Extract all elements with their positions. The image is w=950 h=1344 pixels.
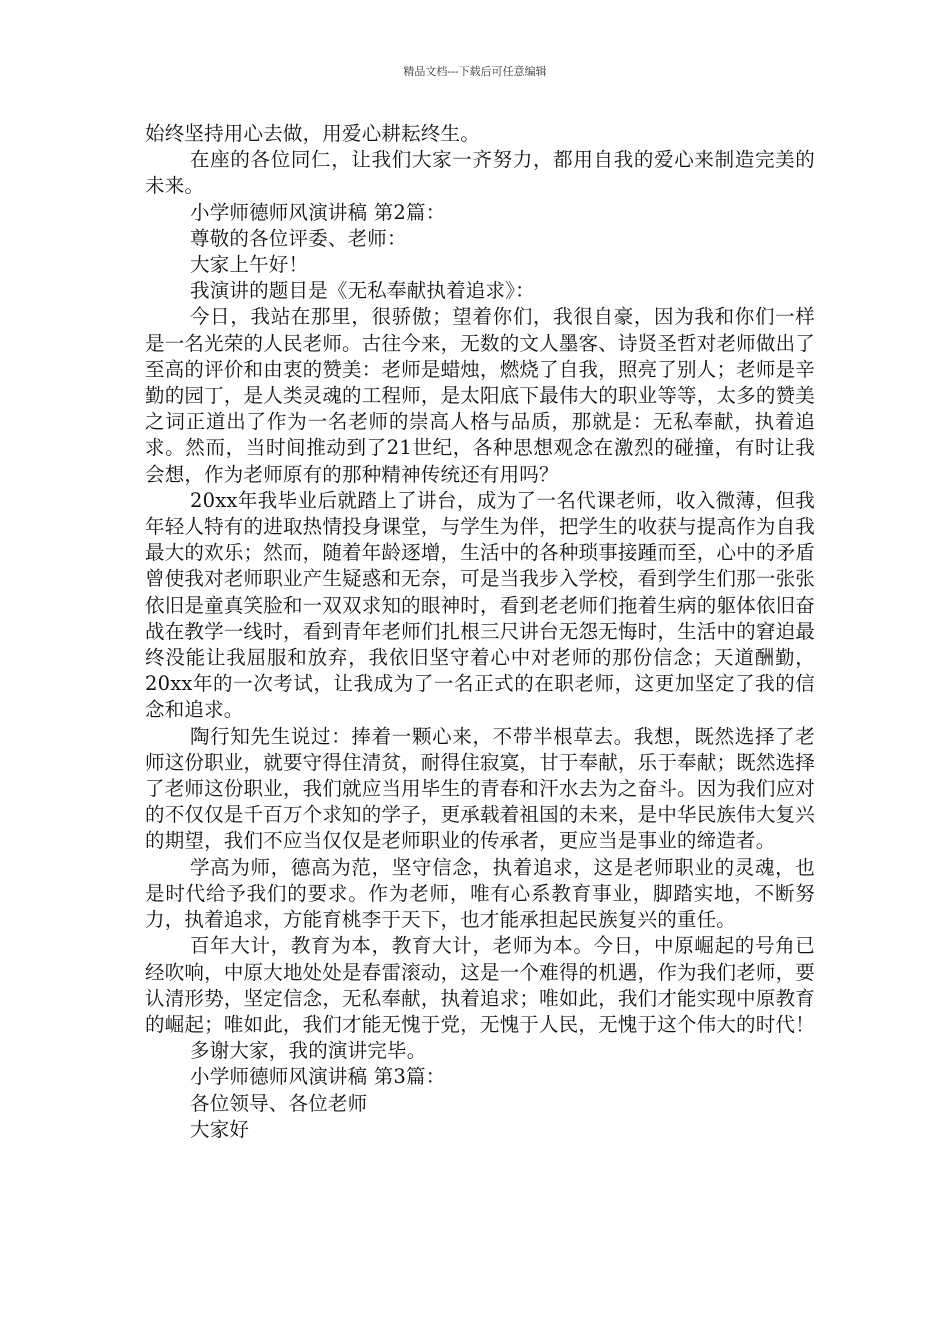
closing-line: 多谢大家，我的演讲完毕。 [190, 1039, 427, 1063]
paragraph: 陶行知先生说过：捧着一颗心来，不带半根草去。我想，既然选择了老师这份职业，就要守得住清贫，耐得住寂寞，甘于奉献，乐于奉献；既然选择了老师这份职业，我们就应当用毕生的青春和汗水去为之奋斗。因为我们应对的不仅仅是千百万个求知的学子，更承载着祖国的未来，是中华民族伟大复兴的期望，我们不应当仅仅是老师职业的传承者，更应当是事业的缔造者。 [145, 724, 815, 853]
salutation: 各位领导、各位老师 [190, 1091, 368, 1115]
section-heading: 小学师德师风演讲稿 第3篇： [190, 1065, 446, 1089]
paragraph: 20xx年我毕业后就踏上了讲台，成为了一名代课老师，收入微薄，但我年轻人特有的进取热情投身课堂，与学生为伴，把学生的收获与提高作为自我最大的欢乐；然而，随着年龄逐增，生活中的各种琐事接踵而至，心中的矛盾曾使我对老师职业产生疑惑和无奈，可是当我步入学校，看到学生们那一张张依旧是童真笑脸和一双双求知的眼神时，看到老老师们拖着生病的躯体依旧奋战在教学一线时，看到青年老师们扎根三尺讲台无怨无悔时，生活中的窘迫最终没能让我屈服和放弃，我依旧坚守着心中对老师的那份信念；天道酬勤，20xx年的一次考试，让我成为了一名正式的在职老师，这更加坚定了我的信念和追求。 [145, 488, 815, 722]
paragraph: 今日，我站在那里，很骄傲；望着你们，我很自豪，因为我和你们一样是一名光荣的人民老师。古往今来，无数的文人墨客、诗贤圣哲对老师做出了至高的评价和由衷的赞美：老师是蜡烛，燃烧了自我，照亮了别人；老师是辛勤的园丁，是人类灵魂的工程师，是太阳底下最伟大的职业等等，太多的赞美之词正道出了作为一名老师的崇高人格与品质，那就是：无私奉献，执着追求。然而，当时间推动到了21世纪，各种思想观念在激烈的碰撞，有时让我会想，作为老师原有的那种精神传统还有用吗？ [145, 305, 815, 486]
page-header: 精品文档---下载后可任意编辑 [403, 65, 547, 78]
paragraph: 百年大计，教育为本，教育大计，老师为本。今日，中原崛起的号角已经吹响，中原大地处处是春雷滚动，这是一个难得的机遇，作为我们老师，要认清形势，坚定信念，无私奉献，执着追求；唯如此，我们才能实现中原教育的崛起；唯如此，我们才能无愧于党，无愧于人民，无愧于这个伟大的时代！ [145, 934, 815, 1036]
section-heading: 小学师德师风演讲稿 第2篇： [190, 200, 446, 224]
salutation: 尊敬的各位评委、老师： [190, 226, 407, 250]
paragraph: 始终坚持用心去做，用爱心耕耘终生。 [145, 122, 480, 145]
paragraph: 在座的各位同仁，让我们大家一齐努力，都用自我的爱心来制造完美的未来。 [145, 148, 815, 198]
document-body [145, 121, 815, 1143]
speech-title-line: 我演讲的题目是《无私奉献执着追求》： [190, 279, 535, 303]
greeting: 大家上午好！ [190, 253, 309, 277]
paragraph: 学高为师，德高为范，坚守信念，执着追求，这是老师职业的灵魂，也是时代给予我们的要求。作为老师，唯有心系教育事业，脚踏实地，不断努力，执着追求，方能育桃李于天下，也才能承担起民族复兴的重任。 [145, 855, 815, 932]
greeting: 大家好 [190, 1117, 250, 1141]
